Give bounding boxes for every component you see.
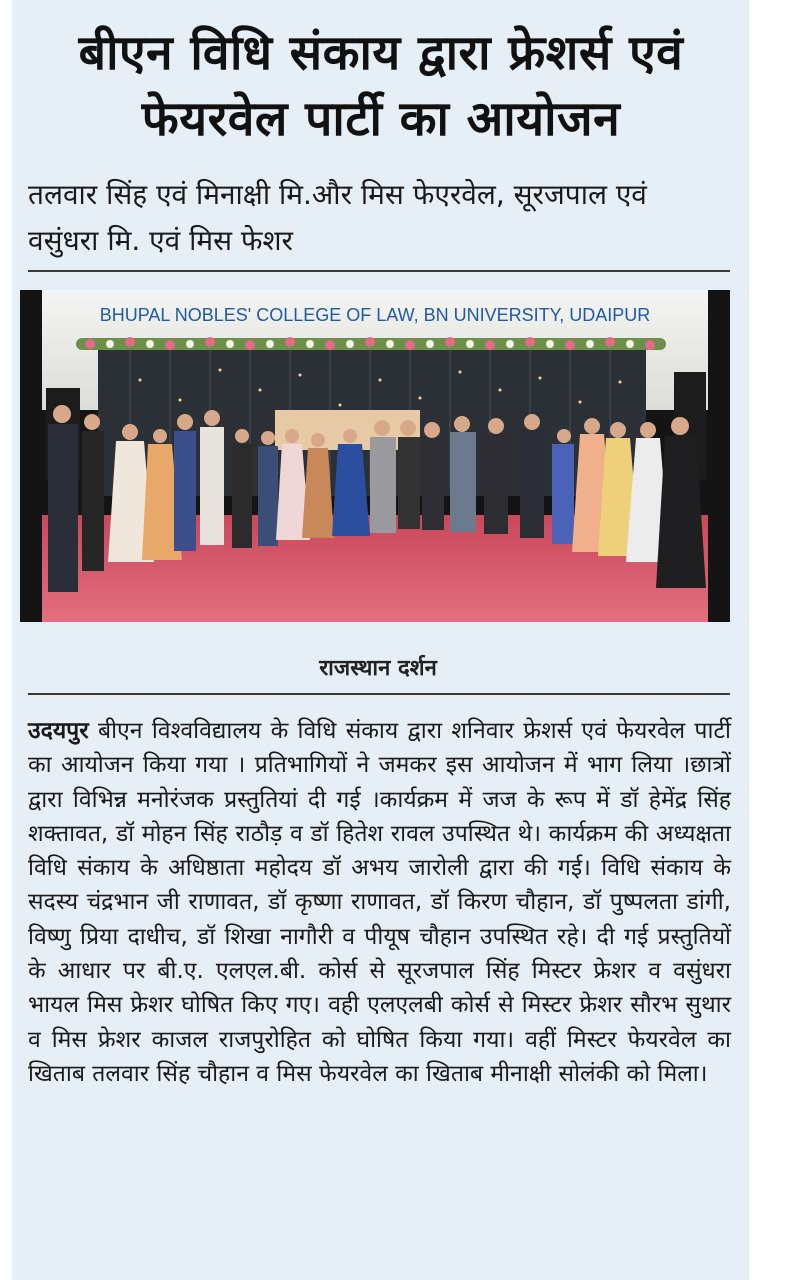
headline-line-2: फेयरवेल पार्टी का आयोजन xyxy=(141,91,621,147)
divider-top xyxy=(28,270,730,272)
article-body xyxy=(28,714,731,1091)
article-text: बीएन विश्वविद्यालय के विधि संकाय द्वारा शनिवार फ्रेशर्स एवं फेयरवेल पार्टी का आयोजन किया गया । प्रतिभागियों ने जमकर इस आयोजन में भाग लिया ।छात्रों द्वारा विभिन्न मनोरंजक प्रस्तुतियां दी गई ।कार्यक्रम में जज के रूप में डॉ हेमेंद्र सिंह शक्तावत, डॉ मोहन सिंह राठौड़ व डॉ हितेश रावल उपस्थित थे। कार्यक्रम की अध्यक्षता विधि संकाय के अधिष्ठाता महोदय डॉ अभय जारोली द्वारा की गई। विधि संकाय के सदस्य चंद्रभान जी राणावत, डॉ कृष्णा राणावत, डॉ किरण चौहान, डॉ पुष्पलता डांगी, विष्णु प्रिया दाधीच, डॉ शिखा नागौरी व पीयूष चौहान उपस्थित रहे। दी गई प्रस्तुतियों के आधार पर बी.ए. एलएल.बी. कोर्स से सूरजपाल सिंह मिस्टर फ्रेशर व वसुंधरा भायल मिस फ्रेशर घोषित किए गए। वही एलएलबी कोर्स से मिस्टर फ्रेशर सौरभ सुथार व मिस फ्रेशर काजल राजपुरोहित को घोषित किया गया। वहीं मिस्टर फेयरवेल का खिताब तलवार सिंह चौहान व मिस फेयरवेल का खिताब मीनाक्षी सोलंकी को मिला। xyxy=(28,718,731,1087)
subheadline-line-2: वसुंधरा मि. एवं मिस फेशर xyxy=(28,224,293,257)
flower-garland xyxy=(76,337,666,350)
event-photo xyxy=(20,290,730,622)
subheadline xyxy=(28,172,728,264)
divider-source xyxy=(28,693,730,695)
headline-line-1: बीएन विधि संकाय द्वारा फ्रेशर्स एवं xyxy=(78,25,684,81)
banner-text: BHUPAL NOBLES' COLLEGE OF LAW, BN UNIVERSITY, UDAIPUR xyxy=(99,305,651,325)
source-credit: राजस्थान दर्शन xyxy=(319,656,437,681)
article-dateline: उदयपुर xyxy=(28,718,89,744)
headline xyxy=(26,20,736,152)
event-photo-graphic xyxy=(20,290,730,622)
subheadline-line-1: तलवार सिंह एवं मिनाक्षी मि.और मिस फेएरवेल, सूरजपाल एवं xyxy=(28,178,647,211)
